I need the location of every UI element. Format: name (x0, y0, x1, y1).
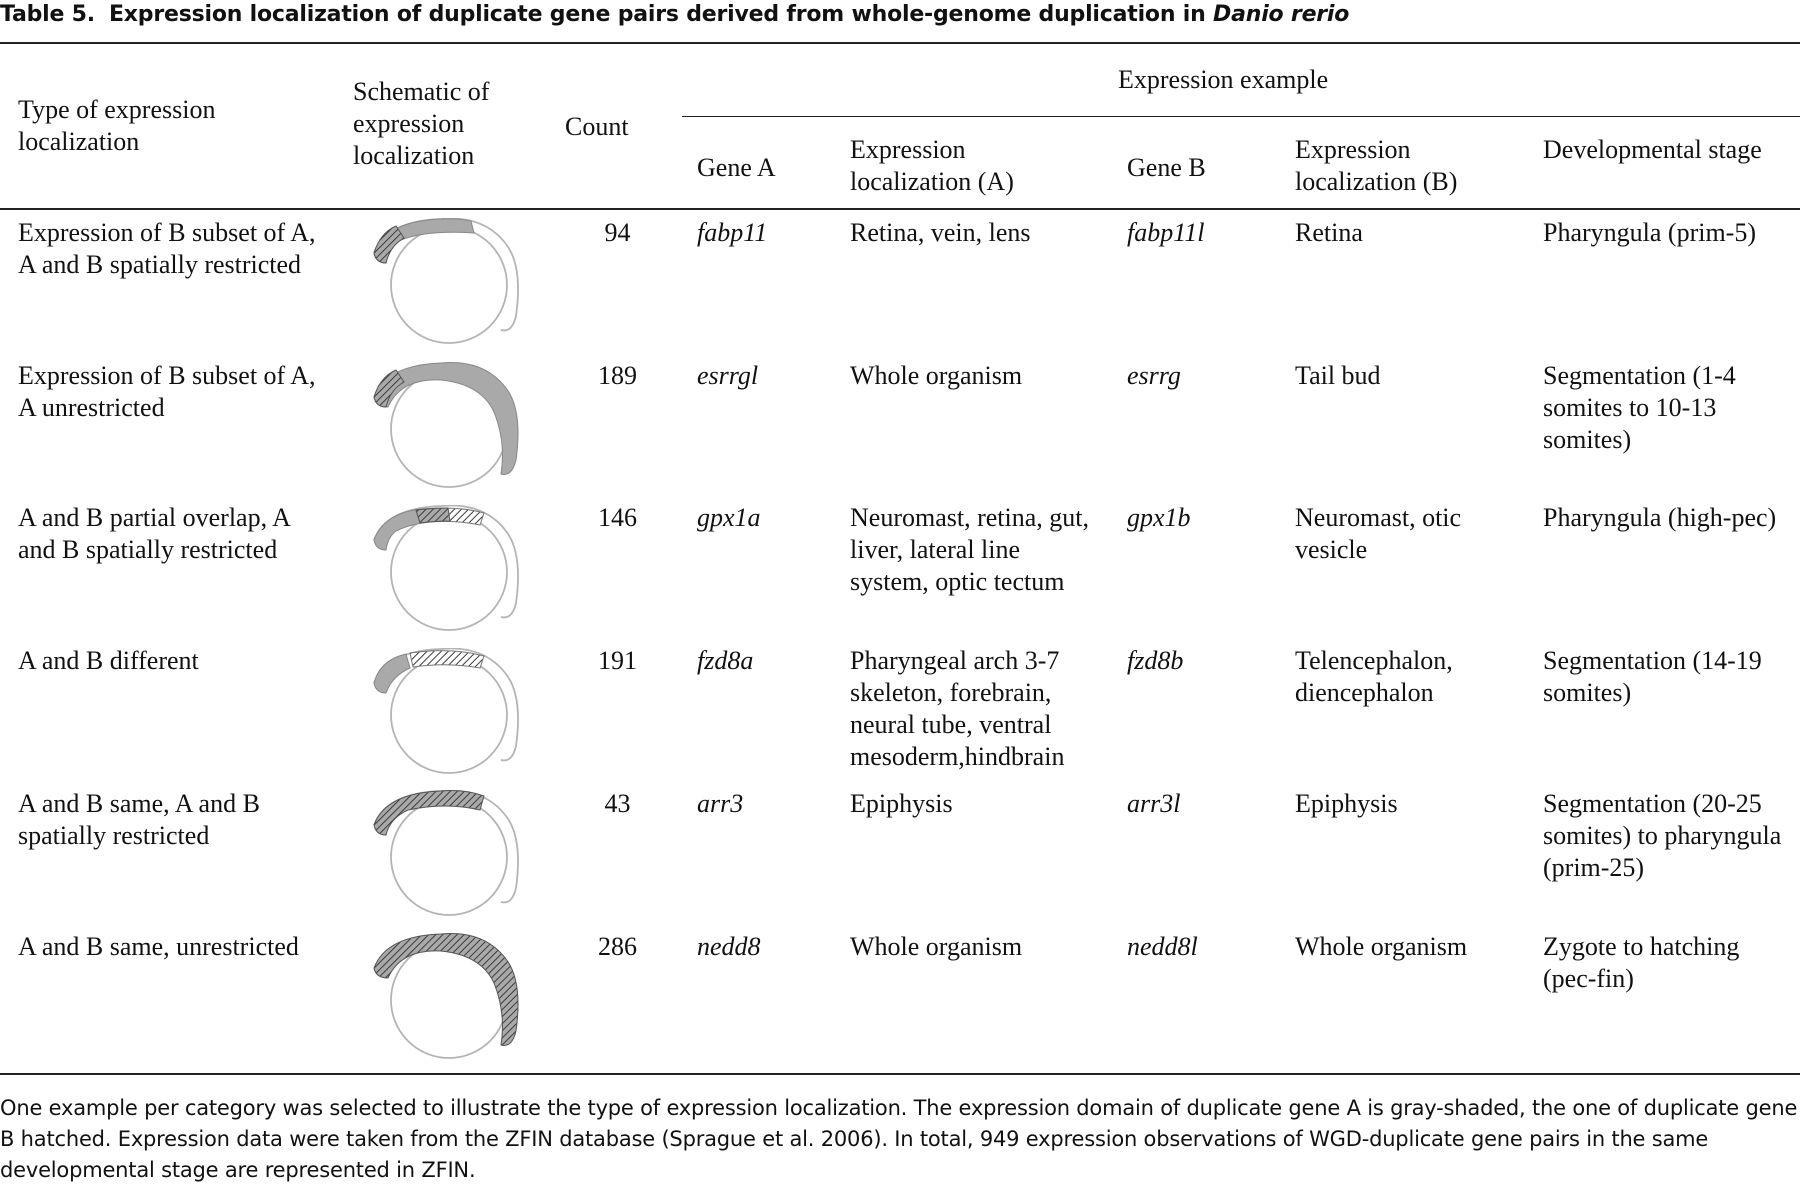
table-number: Table 5. (0, 2, 95, 27)
header-localization-a: Expression localization (A) (850, 135, 1014, 196)
header-type: Type of expression localization (18, 95, 216, 156)
row-6-stage: Zygote to hatching (pec-fin) (1543, 932, 1740, 993)
header-developmental-stage: Developmental stage (1543, 135, 1762, 164)
row-4-localization-b: Telencephalon, diencephalon (1295, 646, 1453, 707)
row-1-localization-b: Retina (1295, 218, 1363, 247)
row-5-localization-b: Epiphysis (1295, 789, 1398, 818)
row-2-stage: Segmentation (1-4 somites to 10-13 somites) (1543, 361, 1736, 454)
row-6-localization-a: Whole organism (850, 932, 1023, 961)
row-6-schematic (366, 933, 526, 1063)
row-3-count: 146 (598, 503, 637, 532)
organism-name: Danio rerio (1213, 2, 1350, 27)
row-2-gene-b: esrrg (1127, 361, 1181, 390)
row-1-type: Expression of B subset of A, A and B spatially restricted (18, 218, 316, 279)
header-gene-a: Gene A (697, 153, 776, 182)
row-3-schematic (366, 505, 526, 635)
row-4-stage: Segmentation (14-19 somites) (1543, 646, 1762, 707)
row-6-count: 286 (598, 932, 637, 961)
row-4-localization-a: Pharyngeal arch 3-7 skeleton, forebrain, neural tube, ventral mesoderm,hindbrain (850, 646, 1065, 771)
header-gene-b: Gene B (1127, 153, 1206, 182)
row-5-type: A and B same, A and B spatially restricted (18, 789, 260, 850)
header-expression-example: Expression example (1118, 65, 1329, 94)
table-title: Expression localization of duplicate gene pairs derived from whole-genome duplication in (108, 2, 1206, 27)
row-4-type: A and B different (18, 646, 199, 675)
header-count: Count (565, 112, 629, 141)
row-4-gene-a: fzd8a (697, 646, 754, 675)
row-2-localization-a: Whole organism (850, 361, 1023, 390)
table-footnote: One example per category was selected to illustrate the type of expression localization. The expression domain of duplicate gene A is gray-shaded, the one of duplicate gene B hatched. Expression data were taken from the ZFIN database (Sprague et al. 2006). In total, 949 expression observations of WGD-duplicate gene pairs in the same developmental stage are represented in ZFIN. (0, 1096, 1798, 1182)
row-1-stage: Pharyngula (prim-5) (1543, 218, 1757, 247)
row-5-count: 43 (604, 789, 631, 818)
header-rule (0, 208, 1800, 210)
row-5-stage: Segmentation (20-25 somites) to pharyngula (prim-25) (1543, 789, 1782, 882)
row-4-count: 191 (598, 646, 637, 675)
row-6-gene-a: nedd8 (697, 932, 761, 961)
row-2-localization-b: Tail bud (1295, 361, 1381, 390)
header-localization-b: Expression localization (B) (1295, 135, 1458, 196)
row-3-gene-a: gpx1a (697, 503, 761, 532)
row-4-gene-b: fzd8b (1127, 646, 1184, 675)
row-1-localization-a: Retina, vein, lens (850, 218, 1031, 247)
row-5-gene-a: arr3 (697, 789, 744, 818)
row-5-localization-a: Epiphysis (850, 789, 953, 818)
row-1-count: 94 (604, 218, 631, 247)
row-2-schematic (366, 362, 526, 492)
row-2-count: 189 (598, 361, 637, 390)
group-rule (682, 116, 1800, 117)
row-2-type: Expression of B subset of A, A unrestricted (18, 361, 316, 422)
row-3-type: A and B partial overlap, A and B spatially restricted (18, 503, 290, 564)
header-schematic: Schematic of expression localization (353, 77, 490, 170)
table-caption (0, 2, 1800, 27)
row-6-type: A and B same, unrestricted (18, 932, 299, 961)
row-4-schematic (366, 648, 526, 778)
row-3-gene-b: gpx1b (1127, 503, 1191, 532)
row-6-gene-b: nedd8l (1127, 932, 1198, 961)
row-2-gene-a: esrrgl (697, 361, 759, 390)
row-3-stage: Pharyngula (high-pec) (1543, 503, 1777, 532)
row-1-gene-a: fabp11 (697, 218, 768, 247)
row-6-localization-b: Whole organism (1295, 932, 1468, 961)
row-5-gene-b: arr3l (1127, 789, 1181, 818)
row-3-localization-b: Neuromast, otic vesicle (1295, 503, 1462, 564)
bottom-rule (0, 1073, 1800, 1075)
row-5-schematic (366, 790, 526, 920)
row-3-localization-a: Neuromast, retina, gut, liver, lateral line system, optic tectum (850, 503, 1089, 596)
overlap-domain (416, 508, 450, 523)
top-rule (0, 42, 1800, 44)
row-1-gene-b: fabp11l (1127, 218, 1205, 247)
row-1-schematic (366, 218, 526, 348)
